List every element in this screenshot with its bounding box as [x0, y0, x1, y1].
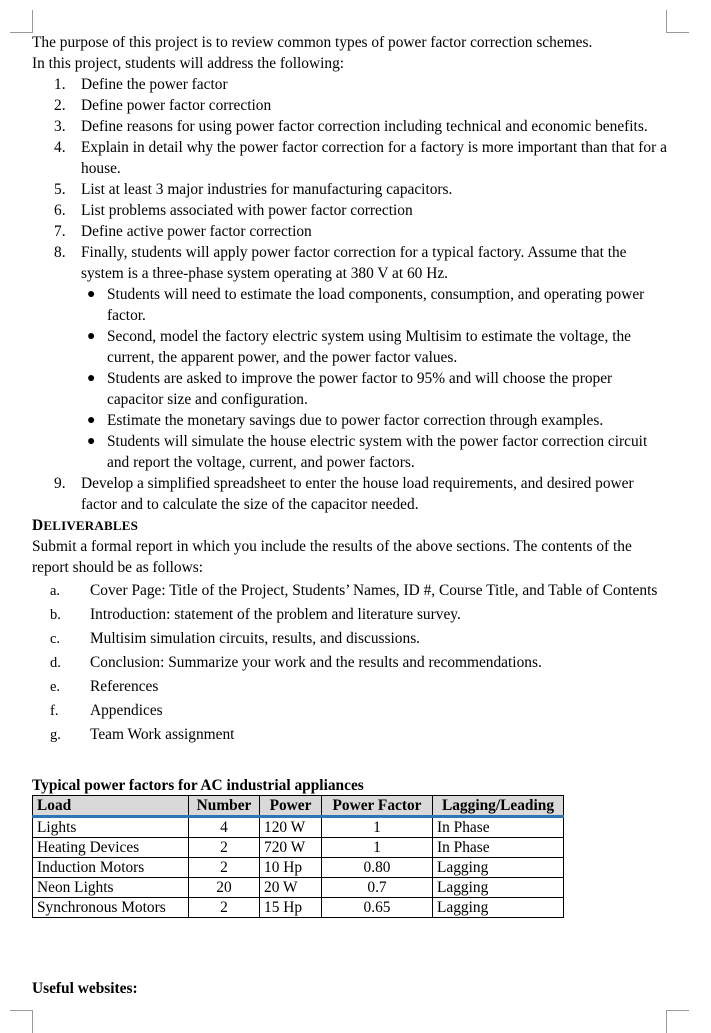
bullet-icon: ●: [87, 413, 96, 428]
page-corner-mark-top-right: [666, 10, 689, 33]
item-text: Define the power factor: [81, 76, 228, 93]
item-number: 8.: [54, 244, 66, 261]
bullet-icon: ●: [87, 434, 96, 449]
power-factor-table: [32, 795, 564, 918]
item-text: Finally, students will apply power factor correction for a typical factory. Assume that the system is a three-phase system operating at 380 V at 60 Hz.: [81, 244, 627, 282]
table-header-row: [33, 796, 564, 817]
list-item: b. Introduction: statement of the problem and literature survey.: [50, 606, 461, 623]
table-row: Heating Devices 2 720 W 1 In Phase: [33, 838, 564, 858]
item-number: 5.: [54, 181, 66, 198]
list-item: [32, 74, 672, 95]
item-number: 3.: [54, 118, 66, 135]
bullet-item: ● Students will simulate the house electric system with the power factor correction circuit and report the voltage, current, and power factors.: [87, 433, 648, 471]
page-corner-mark-bottom-left: [10, 1010, 33, 1033]
bullet-item: ● Students will need to estimate the load components, consumption, and operating power factor.: [87, 286, 645, 324]
deliverables-intro: Submit a formal report in which you include the results of the above sections. The contents of the report should be as follows:: [32, 538, 632, 576]
list-item: [32, 95, 672, 116]
list-item: [32, 116, 672, 137]
deliverables-list: [32, 581, 672, 745]
bullet-item: ● Students are asked to improve the power factor to 95% and will choose the proper capacitor size and configuration.: [87, 370, 613, 408]
header-number: Number: [189, 796, 260, 817]
bullet-icon: ●: [87, 371, 96, 386]
list-item: a. Cover Page: Title of the Project, Students’ Names, ID #, Course Title, and Table of Contents: [50, 582, 658, 599]
item-number: 7.: [54, 223, 66, 240]
item-text: List at least 3 major industries for manufacturing capacitors.: [81, 181, 453, 198]
task-list: [32, 74, 672, 515]
item-text: Define power factor correction: [81, 97, 272, 114]
header-load: Load: [33, 796, 189, 817]
intro-line-2: In this project, students will address the following:: [32, 55, 345, 72]
list-item: [32, 137, 672, 179]
item-number: 6.: [54, 202, 66, 219]
list-item: [32, 179, 672, 200]
sub-bullet-list: [81, 284, 672, 473]
item-number: 9.: [54, 475, 66, 492]
item-number: 2.: [54, 97, 66, 114]
list-item: [32, 473, 672, 515]
bullet-item: ● Estimate the monetary savings due to power factor correction through examples.: [87, 412, 604, 429]
document-page: [32, 32, 672, 918]
item-text: Explain in detail why the power factor correction for a factory is more important than that for a house.: [81, 139, 667, 177]
bullet-icon: ●: [87, 287, 96, 302]
table-row: Induction Motors 2 10 Hp 0.80 Lagging: [33, 858, 564, 878]
header-power-factor: Power Factor: [322, 796, 433, 817]
list-item: d. Conclusion: Summarize your work and the results and recommendations.: [50, 654, 542, 671]
bullet-icon: ●: [87, 329, 96, 344]
table-row: Synchronous Motors 2 15 Hp 0.65 Lagging: [33, 898, 564, 918]
item-text: Define active power factor correction: [81, 223, 312, 240]
intro-line-1: The purpose of this project is to review common types of power factor correction schemes.: [32, 34, 593, 51]
item-text: List problems associated with power factor correction: [81, 202, 413, 219]
table-title: Typical power factors for AC industrial appliances: [32, 777, 364, 794]
list-item: [32, 242, 672, 473]
bullet-item: ● Second, model the factory electric system using Multisim to estimate the voltage, the current, the apparent power, and the power factor values.: [87, 328, 632, 366]
table-row: Neon Lights 20 20 W 0.7 Lagging: [33, 878, 564, 898]
useful-websites-heading: Useful websites:: [32, 980, 138, 997]
table-row: Lights 4 120 W 1 In Phase: [33, 817, 564, 838]
header-lagging-leading: Lagging/Leading: [433, 796, 564, 817]
list-item: [32, 200, 672, 221]
list-item: [32, 221, 672, 242]
list-item: g. Team Work assignment: [50, 726, 235, 743]
item-number: 4.: [54, 139, 66, 156]
page-corner-mark-bottom-right: [666, 1010, 689, 1033]
list-item: e. References: [50, 678, 159, 695]
item-text: Develop a simplified spreadsheet to enter the house load requirements, and desired power factor and to calculate the size of the capacitor needed.: [81, 475, 634, 513]
list-item: f. Appendices: [50, 702, 163, 719]
item-number: 1.: [54, 76, 66, 93]
item-text: Define reasons for using power factor correction including technical and economic benefits.: [81, 118, 648, 135]
header-power: Power: [260, 796, 322, 817]
deliverables-heading: DELIVERABLES: [32, 517, 139, 534]
list-item: c. Multisim simulation circuits, results, and discussions.: [50, 630, 421, 647]
page-corner-mark-top-left: [10, 10, 33, 33]
